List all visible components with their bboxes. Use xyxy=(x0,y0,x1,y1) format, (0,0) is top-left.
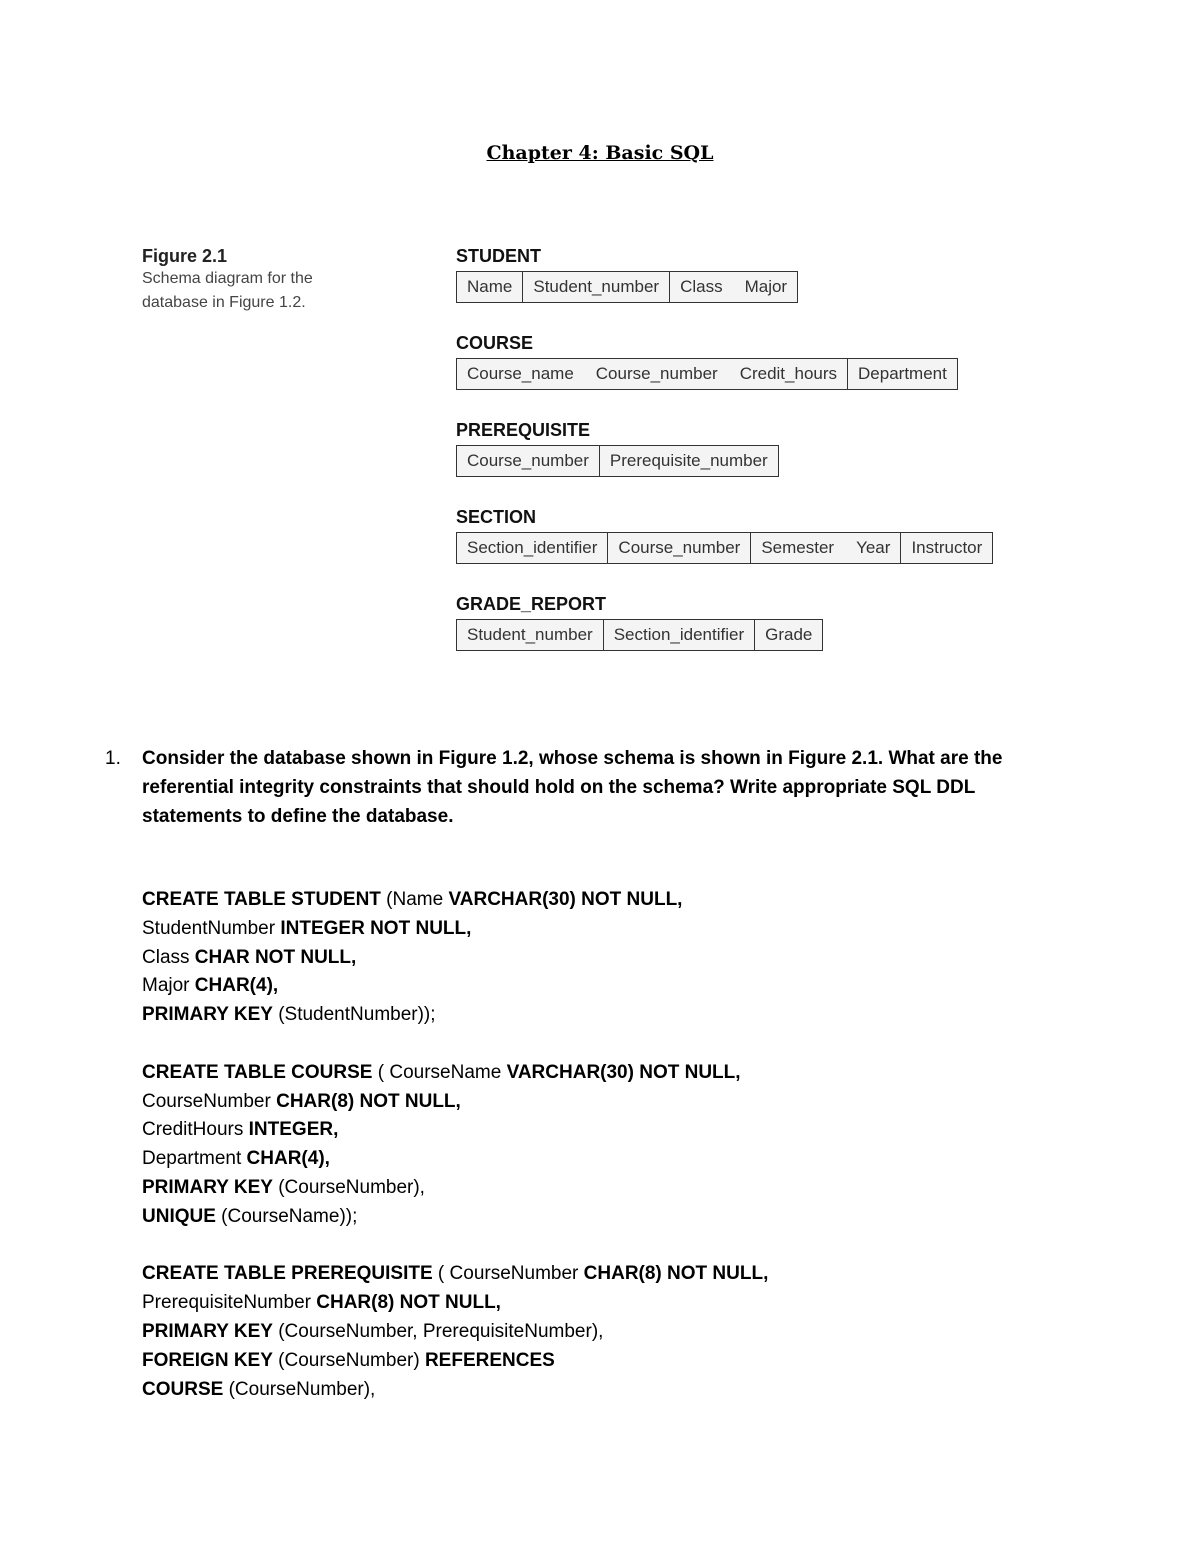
relation-name: GRADE_REPORT xyxy=(456,594,607,614)
attribute-name: Class xyxy=(680,277,723,296)
attribute-cell xyxy=(604,620,755,650)
relation-attributes xyxy=(456,619,823,651)
attribute-cell xyxy=(608,533,751,563)
sql-line xyxy=(142,972,1042,1001)
relation-name: COURSE xyxy=(456,333,534,353)
attribute-name: Course_name xyxy=(467,364,574,383)
sql-keyword: CHAR(8) NOT NULL, xyxy=(276,1090,461,1112)
sql-identifier: (CourseNumber, PrerequisiteNumber), xyxy=(272,1320,604,1342)
sql-identifier: (CourseNumber), xyxy=(272,1176,425,1198)
sql-keyword: FOREIGN KEY xyxy=(142,1349,273,1371)
sql-keyword: INTEGER NOT NULL, xyxy=(280,917,472,939)
sql-keyword: CHAR(8) NOT NULL, xyxy=(316,1292,501,1314)
relation-prerequisite xyxy=(456,420,779,477)
sql-keyword: CREATE TABLE COURSE xyxy=(142,1061,373,1083)
sql-identifier: StudentNumber xyxy=(142,917,281,939)
attribute-name: Course_number xyxy=(618,538,741,557)
sql-keyword: PRIMARY KEY xyxy=(142,1320,273,1342)
sql-identifier: CourseNumber xyxy=(142,1090,277,1112)
relation-name: PREREQUISITE xyxy=(456,420,591,440)
sql-keyword: PRIMARY KEY xyxy=(142,1176,273,1198)
sql-identifier: (CourseName)); xyxy=(215,1205,358,1227)
relation-attributes xyxy=(456,358,958,390)
attribute-name: Student_number xyxy=(467,625,593,644)
sql-line xyxy=(142,1318,1042,1347)
sql-code xyxy=(142,886,1042,1404)
attribute-cell xyxy=(523,272,670,302)
sql-line xyxy=(142,1203,1042,1232)
attribute-cell xyxy=(457,446,600,476)
attribute-cell xyxy=(457,359,848,389)
attribute-name: Course_number xyxy=(467,451,589,470)
page-title: Chapter 4: Basic SQL xyxy=(486,142,714,164)
attribute-cell xyxy=(457,272,523,302)
question-1 xyxy=(105,744,1065,831)
attribute-cell xyxy=(457,533,608,563)
sql-line xyxy=(142,1059,1042,1088)
sql-line xyxy=(142,1174,1042,1203)
figure-number: Figure 2.1 xyxy=(142,246,228,266)
sql-keyword: VARCHAR(30) NOT NULL, xyxy=(448,889,683,910)
attribute-cell xyxy=(600,446,778,476)
sql-identifier: (CourseNumber) xyxy=(272,1349,425,1371)
relation-attributes xyxy=(456,271,798,303)
attribute-cell xyxy=(751,533,901,563)
attribute-name: Name xyxy=(467,277,513,296)
sql-line xyxy=(142,1289,1042,1318)
attribute-cell xyxy=(755,620,822,650)
sql-identifier: (CourseNumber), xyxy=(223,1378,376,1400)
sql-keyword: CHAR NOT NULL, xyxy=(194,946,357,968)
sql-blank-line xyxy=(142,1232,1042,1261)
sql-line xyxy=(142,1347,1042,1376)
attribute-name: Semester xyxy=(761,538,835,557)
relation-attributes xyxy=(456,445,779,477)
sql-keyword: COURSE xyxy=(142,1378,224,1400)
sql-keyword: CHAR(4), xyxy=(246,1148,330,1170)
attribute-cell xyxy=(457,620,604,650)
sql-keyword: PRIMARY KEY xyxy=(142,1004,273,1026)
sql-keyword: CREATE TABLE PREREQUISITE xyxy=(142,1263,433,1285)
sql-identifier: (Name xyxy=(380,889,449,910)
attribute-name: Course_number xyxy=(595,364,718,383)
sql-line xyxy=(142,944,1042,973)
figure-label xyxy=(142,246,372,315)
sql-line xyxy=(142,1145,1042,1174)
attribute-name: Credit_hours xyxy=(739,364,838,383)
relation-grade-report xyxy=(456,594,823,651)
sql-keyword: CREATE TABLE STUDENT xyxy=(142,889,381,910)
sql-identifier: (StudentNumber)); xyxy=(272,1004,436,1026)
sql-line xyxy=(142,915,1042,944)
sql-keyword: REFERENCES xyxy=(424,1349,555,1371)
sql-identifier: Department xyxy=(142,1148,247,1170)
figure-caption xyxy=(142,267,372,315)
sql-identifier: PrerequisiteNumber xyxy=(142,1292,317,1314)
attribute-cell xyxy=(901,533,992,563)
attribute-name: Section_identifier xyxy=(467,538,598,557)
relation-section xyxy=(456,507,993,564)
attribute-cell xyxy=(848,359,957,389)
sql-line xyxy=(142,1260,1042,1289)
sql-line xyxy=(142,886,1042,915)
question-number: 1. xyxy=(105,748,121,769)
sql-blank-line xyxy=(142,1030,1042,1059)
figure-caption-line: Schema diagram for the xyxy=(142,270,313,287)
sql-identifier: ( CourseName xyxy=(372,1061,507,1083)
relation-name: STUDENT xyxy=(456,246,541,266)
relation-course xyxy=(456,333,958,390)
sql-identifier: Class xyxy=(142,946,195,968)
attribute-name: Grade xyxy=(765,625,813,644)
attribute-name: Student_number xyxy=(533,277,660,296)
figure-caption-line: database in Figure 1.2. xyxy=(142,294,306,311)
attribute-name: Prerequisite_number xyxy=(609,451,768,470)
relation-attributes xyxy=(456,532,993,564)
relation-name: SECTION xyxy=(456,507,537,527)
sql-identifier: ( CourseNumber xyxy=(432,1263,584,1285)
attribute-name: Department xyxy=(858,364,947,383)
sql-keyword: VARCHAR(30) NOT NULL, xyxy=(506,1061,741,1083)
sql-keyword: UNIQUE xyxy=(142,1205,216,1227)
sql-line xyxy=(142,1116,1042,1145)
sql-keyword: CHAR(4), xyxy=(194,975,279,997)
attribute-name: Year xyxy=(856,538,891,557)
sql-keyword: CHAR(8) NOT NULL, xyxy=(583,1263,769,1285)
sql-identifier: Major xyxy=(142,975,195,997)
sql-identifier: CreditHours xyxy=(142,1119,249,1141)
sql-line xyxy=(142,1088,1042,1117)
attribute-name: Instructor xyxy=(911,538,983,557)
attribute-name: Section_identifier xyxy=(613,625,745,644)
question-text: Consider the database shown in Figure 1.2, whose schema is shown in Figure 2.1. What are the referential integrity constraints that should hold on the schema? Write appropriate SQL DDL statements to define the database. xyxy=(142,748,1003,827)
sql-keyword: INTEGER, xyxy=(248,1119,339,1141)
attribute-cell xyxy=(670,272,797,302)
relation-student xyxy=(456,246,798,303)
sql-line xyxy=(142,1001,1042,1030)
attribute-name: Major xyxy=(744,277,788,296)
sql-line xyxy=(142,1376,1042,1405)
